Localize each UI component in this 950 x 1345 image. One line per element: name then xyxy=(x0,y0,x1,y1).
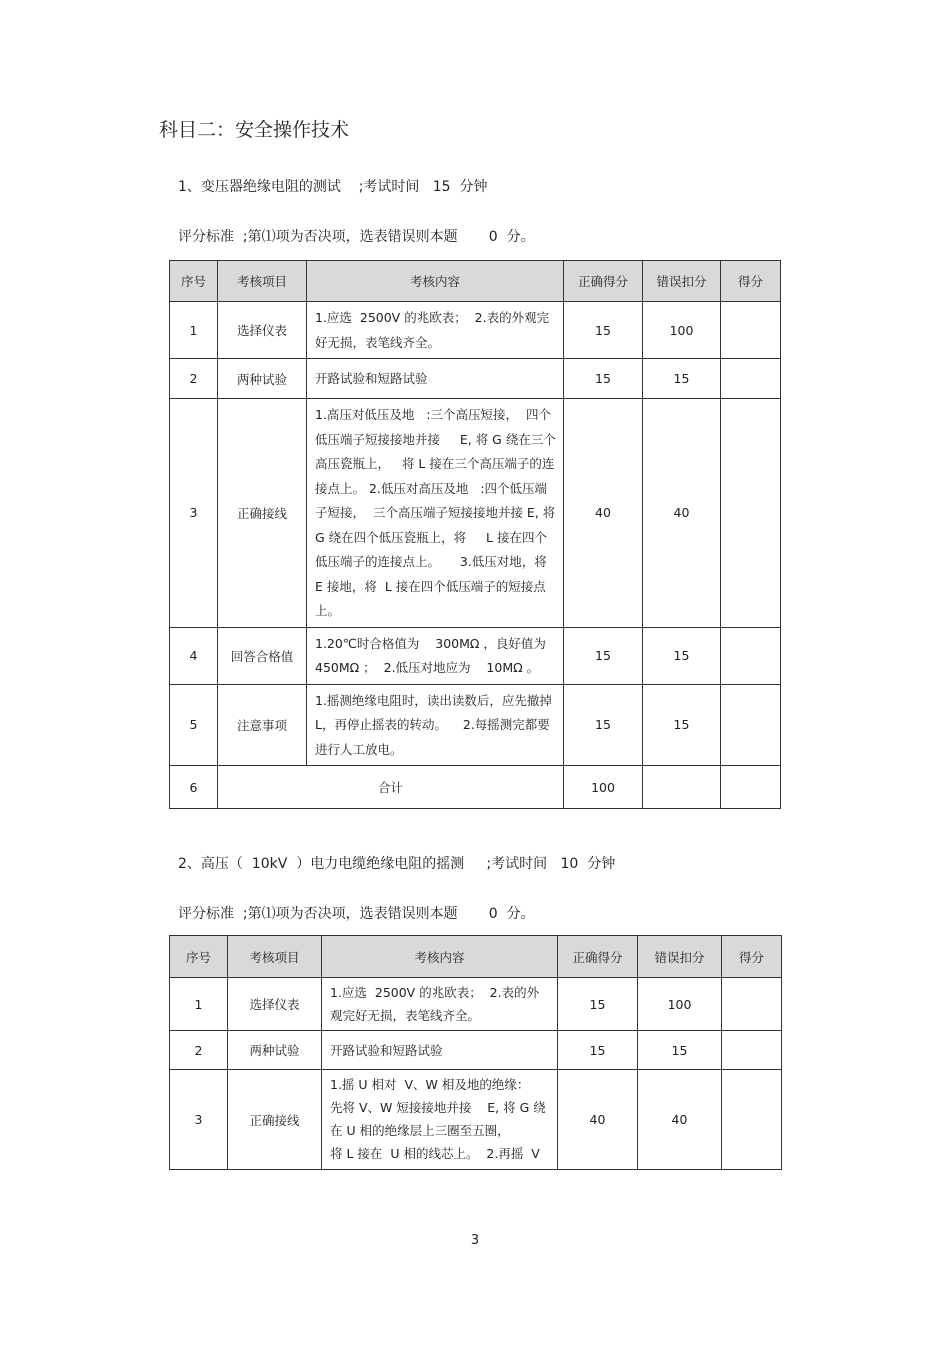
row-item: 两种试验 xyxy=(218,359,307,399)
row-score xyxy=(721,399,781,628)
row-score xyxy=(722,1070,782,1170)
row-content: 1.高压对低压及地 :三个高压短接， 四个低压端子短接接地并接 E, 将 G 绕在三个高压瓷瓶上， 将 L 接在三个高压端子的连接点上。 2.低压对高压及地 :四个低压端子短接， 三个高压端子短接接地并接 E, 将 G 绕在四个低压瓷瓶上，将 L 接在四个低压端子的连接点上。 3.低压对地，将 E 接地，将 L 接在四个低压端子的短接点上。 xyxy=(307,399,564,628)
row-correct: 15 xyxy=(564,684,643,766)
row-score xyxy=(721,359,781,399)
header-no: 序号 xyxy=(170,936,228,978)
row-correct: 15 xyxy=(558,1031,638,1070)
header-correct: 正确得分 xyxy=(558,936,638,978)
question-1-criteria: 评分标准 ;第⑴项为否决项，选表错误则本题 0 分。 xyxy=(178,229,535,245)
row-correct: 15 xyxy=(564,359,643,399)
header-content: 考核内容 xyxy=(322,936,558,978)
table-row xyxy=(170,302,781,359)
row-no: 5 xyxy=(170,684,218,766)
row-item: 选择仪表 xyxy=(218,302,307,359)
header-correct: 正确得分 xyxy=(564,261,643,302)
question-1-title: 1、变压器绝缘电阻的测试 ;考试时间 15 分钟 xyxy=(178,179,488,195)
header-deduct: 错误扣分 xyxy=(638,936,722,978)
question-2-criteria: 评分标准 ;第⑴项为否决项，选表错误则本题 0 分。 xyxy=(178,906,535,922)
header-item: 考核项目 xyxy=(218,261,307,302)
row-deduct: 15 xyxy=(638,1031,722,1070)
row-item: 两种试验 xyxy=(228,1031,322,1070)
total-correct: 100 xyxy=(564,766,643,809)
row-deduct: 40 xyxy=(643,399,721,628)
row-score xyxy=(722,1031,782,1070)
row-no: 2 xyxy=(170,1031,228,1070)
row-no: 1 xyxy=(170,978,228,1031)
row-correct: 15 xyxy=(564,627,643,684)
total-label: 合计 xyxy=(218,766,564,809)
scoring-table-2 xyxy=(169,935,782,1170)
row-content: 1.摇测绝缘电阻时，读出读数后，应先撤掉 L，再停止摇表的转动。 2.每摇测完都要进行人工放电。 xyxy=(307,684,564,766)
total-score xyxy=(721,766,781,809)
row-no: 3 xyxy=(170,1070,228,1170)
header-deduct: 错误扣分 xyxy=(643,261,721,302)
row-content: 开路试验和短路试验 xyxy=(307,359,564,399)
row-item: 回答合格值 xyxy=(218,627,307,684)
table-header-row xyxy=(170,936,782,978)
subject-title: 科目二：安全操作技术 xyxy=(159,119,350,141)
row-deduct: 100 xyxy=(638,978,722,1031)
row-deduct: 100 xyxy=(643,302,721,359)
row-no: 2 xyxy=(170,359,218,399)
row-item: 注意事项 xyxy=(218,684,307,766)
row-deduct: 15 xyxy=(643,684,721,766)
row-score xyxy=(722,978,782,1031)
row-content: 1.应选 2500V 的兆欧表； 2.表的外观完好无损，表笔线齐全。 xyxy=(307,302,564,359)
header-item: 考核项目 xyxy=(228,936,322,978)
header-score: 得分 xyxy=(721,261,781,302)
row-content: 开路试验和短路试验 xyxy=(322,1031,558,1070)
row-deduct: 15 xyxy=(643,359,721,399)
scoring-table-1 xyxy=(169,260,781,809)
page-number: 3 xyxy=(470,1233,480,1248)
total-no: 6 xyxy=(170,766,218,809)
row-correct: 15 xyxy=(564,302,643,359)
header-no: 序号 xyxy=(170,261,218,302)
row-deduct: 15 xyxy=(643,627,721,684)
table-row xyxy=(170,399,781,628)
row-no: 3 xyxy=(170,399,218,628)
row-correct: 40 xyxy=(558,1070,638,1170)
row-no: 4 xyxy=(170,627,218,684)
table-row xyxy=(170,978,782,1031)
row-item: 正确接线 xyxy=(228,1070,322,1170)
row-content: 1.应选 2500V 的兆欧表； 2.表的外观完好无损，表笔线齐全。 xyxy=(322,978,558,1031)
row-content: 1.20℃时合格值为 300MΩ ，良好值为 450MΩ ； 2.低压对地应为 10MΩ 。 xyxy=(307,627,564,684)
table-row xyxy=(170,627,781,684)
table-row xyxy=(170,359,781,399)
table-header-row xyxy=(170,261,781,302)
row-content: 1.摇 U 相对 V、W 相及地的绝缘： 先将 V、W 短接接地并接 E, 将 G 绕在 U 相的绝缘层上三圈至五圈， 将 L 接在 U 相的线芯上。 2.再摇 V xyxy=(322,1070,558,1170)
row-item: 选择仪表 xyxy=(228,978,322,1031)
row-score xyxy=(721,627,781,684)
row-score xyxy=(721,684,781,766)
table-row xyxy=(170,1070,782,1170)
row-score xyxy=(721,302,781,359)
row-correct: 40 xyxy=(564,399,643,628)
header-score: 得分 xyxy=(722,936,782,978)
table-row xyxy=(170,684,781,766)
total-deduct xyxy=(643,766,721,809)
row-correct: 15 xyxy=(558,978,638,1031)
header-content: 考核内容 xyxy=(307,261,564,302)
question-2-title: 2、高压（ 10kV ）电力电缆绝缘电阻的摇测 ;考试时间 10 分钟 xyxy=(178,856,616,872)
row-deduct: 40 xyxy=(638,1070,722,1170)
table-row xyxy=(170,1031,782,1070)
row-item: 正确接线 xyxy=(218,399,307,628)
total-row xyxy=(170,766,781,809)
row-no: 1 xyxy=(170,302,218,359)
